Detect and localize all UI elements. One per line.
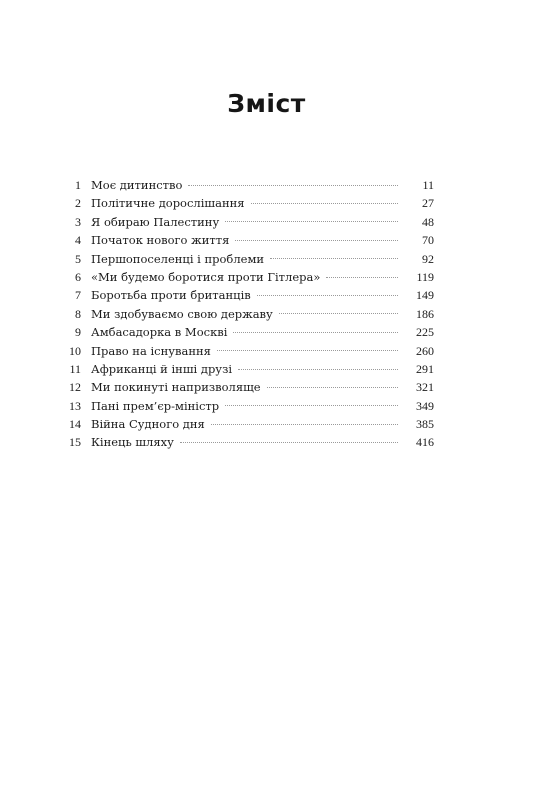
dot-leader <box>326 277 398 278</box>
chapter-number: 10 <box>69 343 81 358</box>
dot-leader <box>279 313 398 314</box>
dot-leader <box>251 203 398 204</box>
chapter-number: 13 <box>69 398 81 413</box>
dot-leader <box>267 387 398 388</box>
chapter-title: Я обираю Палестину <box>91 214 220 229</box>
chapter-number: 7 <box>75 288 81 303</box>
dot-leader <box>211 424 398 425</box>
dot-leader <box>225 405 398 406</box>
page-number: 11 <box>422 178 434 192</box>
page-number: 119 <box>416 269 434 284</box>
toc-entry[interactable] <box>0 194 533 212</box>
page-number: 27 <box>422 196 434 211</box>
chapter-number: 9 <box>75 325 81 340</box>
dot-leader <box>270 258 398 259</box>
page-number: 225 <box>416 325 434 340</box>
toc-entry[interactable] <box>0 231 533 249</box>
chapter-number: 5 <box>75 251 81 266</box>
toc-entry[interactable] <box>0 360 533 378</box>
dot-leader <box>225 221 398 222</box>
chapter-number: 15 <box>69 435 81 450</box>
chapter-number: 6 <box>75 269 81 284</box>
toc-entry[interactable] <box>0 433 533 451</box>
dot-leader <box>217 350 398 351</box>
dot-leader <box>188 185 398 186</box>
toc-entry[interactable] <box>0 397 533 415</box>
dot-leader <box>238 369 398 370</box>
page-number: 385 <box>416 417 434 432</box>
chapter-title: Кінець шляху <box>91 435 174 450</box>
page-number: 48 <box>422 214 434 229</box>
toc-entry[interactable] <box>0 213 533 231</box>
chapter-title: Ми покинуті напризволяще <box>91 380 261 395</box>
toc-entry[interactable] <box>0 305 533 323</box>
toc-entry[interactable] <box>0 342 533 360</box>
chapter-title: Ми здобуваємо свою державу <box>91 306 273 321</box>
chapter-number: 12 <box>69 380 81 395</box>
chapter-number: 4 <box>75 233 81 248</box>
table-of-contents <box>0 176 533 452</box>
chapter-title: Право на існування <box>91 343 211 358</box>
page-number: 321 <box>416 380 434 395</box>
toc-entry[interactable] <box>0 378 533 396</box>
chapter-title: Моє дитинство <box>91 178 183 192</box>
chapter-title: Політичне дорослішання <box>91 196 245 211</box>
page-number: 416 <box>416 435 434 450</box>
toc-entry[interactable] <box>0 323 533 341</box>
chapter-number: 14 <box>69 417 81 432</box>
dot-leader <box>233 332 398 333</box>
chapter-title: Війна Судного дня <box>91 417 205 432</box>
page-number: 149 <box>416 288 434 303</box>
page-number: 92 <box>422 251 434 266</box>
dot-leader <box>257 295 398 296</box>
chapter-number: 11 <box>69 361 81 376</box>
toc-entry[interactable] <box>0 176 533 194</box>
chapter-number: 2 <box>75 196 81 211</box>
chapter-number: 3 <box>75 214 81 229</box>
dot-leader <box>235 240 398 241</box>
page-number: 349 <box>416 398 434 413</box>
dot-leader <box>180 442 398 443</box>
toc-entry[interactable] <box>0 268 533 286</box>
chapter-title: Боротьба проти британців <box>91 288 251 303</box>
chapter-number: 8 <box>75 306 81 321</box>
page-number: 70 <box>422 233 434 248</box>
page-title: Зміст <box>227 88 306 118</box>
chapter-number: 1 <box>75 178 81 192</box>
chapter-title: Початок нового життя <box>91 233 230 248</box>
chapter-title: Першопоселенці і проблеми <box>91 251 265 266</box>
toc-entry[interactable] <box>0 250 533 268</box>
chapter-title: «Ми будемо боротися проти Гітлера» <box>91 269 321 284</box>
page-number: 260 <box>416 343 434 358</box>
chapter-title: Пані прем’єр-міністр <box>91 398 220 413</box>
page-number: 291 <box>416 361 434 376</box>
toc-entry[interactable] <box>0 286 533 304</box>
toc-entry[interactable] <box>0 415 533 433</box>
page-number: 186 <box>416 306 434 321</box>
chapter-title: Африканці й інші друзі <box>91 361 233 376</box>
chapter-title: Амбасадорка в Москві <box>91 325 228 340</box>
